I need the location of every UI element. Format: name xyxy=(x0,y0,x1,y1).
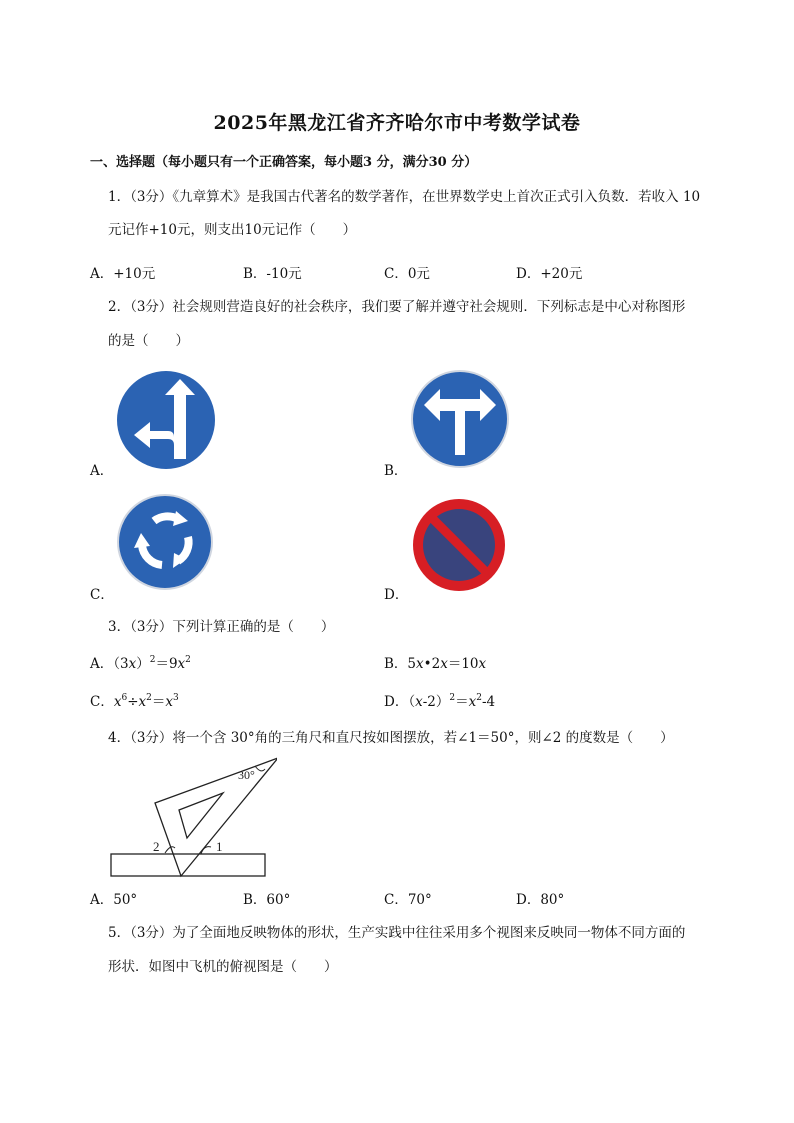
q3-option-b: B．5x•2x＝10x xyxy=(384,656,487,672)
q3-text-line1: 3．（3分）下列计算正确的是（ ） xyxy=(108,619,335,635)
q2-label-c: C． xyxy=(90,587,114,603)
q4-option-c: C．70° xyxy=(384,892,432,908)
ruler-shape xyxy=(111,854,265,876)
q2-label-d: D． xyxy=(384,587,409,603)
sign-left-right-arrow-icon xyxy=(410,369,510,469)
q4-option-b: B．60° xyxy=(243,892,291,908)
q5-text-line2: 形状．如图中飞机的俯视图是（ ） xyxy=(108,959,338,975)
q1-text-line2: 元记作+10元，则支出10元记作（ ） xyxy=(108,222,357,238)
q5-text-line1: 5．（3分）为了全面地反映物体的形状，生产实践中往往采用多个视图来反映同一物体不同方面的 xyxy=(108,925,686,941)
sign-left-straight-arrow-icon xyxy=(114,369,218,471)
q1-option-b: B．-10元 xyxy=(243,266,302,282)
angle-2-label: 2 xyxy=(153,839,160,854)
triangle-inner xyxy=(179,793,223,838)
angle-30-arc xyxy=(255,766,265,771)
triangle-ruler-figure xyxy=(105,752,277,880)
q1-option-a: A．+10元 xyxy=(90,266,156,282)
q2-text-line1: 2．（3分）社会规则营造良好的社会秩序，我们要了解并遵守社会规则．下列标志是中心对称图形 xyxy=(108,299,686,315)
q4-option-d: D．80° xyxy=(516,892,565,908)
q3-option-a: A．$(3x)^2=9x^2$ xyxy=(90,655,191,672)
angle-1-label: 1 xyxy=(216,839,223,854)
angle-30-label: 30° xyxy=(238,768,255,782)
q2-label-b: B． xyxy=(384,463,408,479)
sign-no-parking-icon xyxy=(411,497,507,593)
q1-option-c: C．0元 xyxy=(384,266,430,282)
section-heading: 一、选择题（每小题只有一个正确答案，每小题3 分，满分30 分） xyxy=(90,155,478,170)
q3-option-c: C．$x^6\div x^2=x^3$ xyxy=(90,693,179,710)
q4-option-a: A．50° xyxy=(90,892,138,908)
q1-text-line1: 1．（3分）《九章算术》是我国古代著名的数学著作，在世界数学史上首次正式引入负数．若收入 10 xyxy=(108,189,701,205)
angle-1-arc xyxy=(201,847,211,854)
document-title: 2025年黑龙江省齐齐哈尔市中考数学试卷 xyxy=(213,112,581,134)
q2-text-line2: 的是（ ） xyxy=(108,333,189,349)
q2-label-a: A． xyxy=(90,463,114,479)
q4-text-line1: 4．（3分）将一个含 30°角的三角尺和直尺按如图摆放，若∠1＝50°，则∠2 的度数是（ ） xyxy=(108,730,674,746)
q3-option-d: D．$(x-2)^2=x^2-4$ xyxy=(384,693,496,710)
angle-2-arc xyxy=(165,847,175,853)
q1-option-d: D．+20元 xyxy=(516,266,583,282)
sign-roundabout-icon xyxy=(116,493,214,591)
